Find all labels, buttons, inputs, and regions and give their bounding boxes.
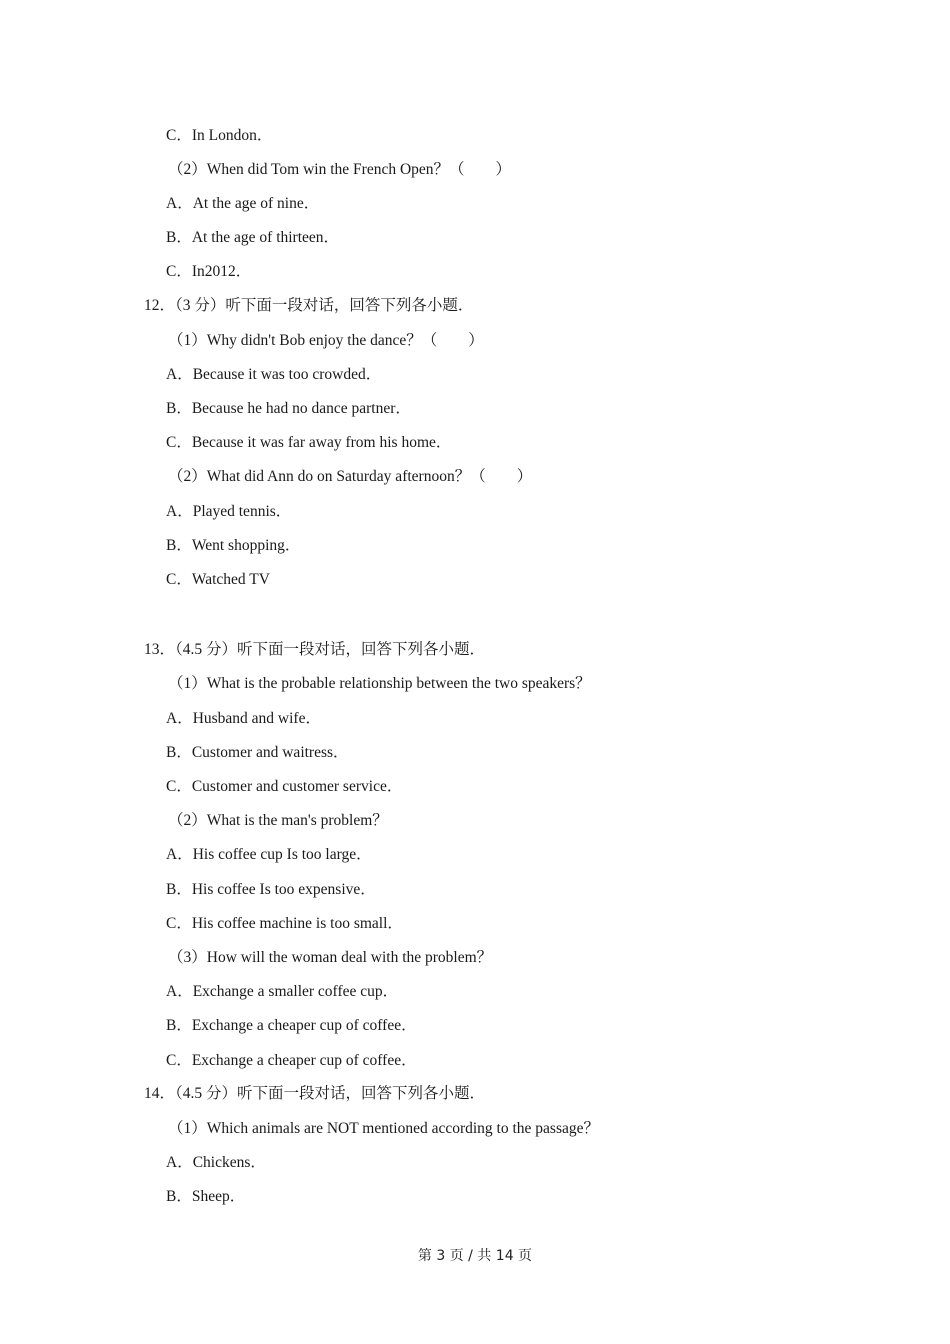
option-line: A．Husband and wife． (166, 710, 321, 727)
option-line: C．Exchange a cheaper cup of coffee． (166, 1052, 417, 1069)
sub-question: （2）What did Ann do on Saturday afternoon？（ ） (168, 468, 533, 485)
question-heading: 13．（4.5 分）听下面一段对话，回答下列各小题． (144, 641, 486, 658)
option-line: A．Because it was too crowded． (166, 366, 382, 383)
question-heading: 14．（4.5 分）听下面一段对话，回答下列各小题． (144, 1085, 486, 1102)
option-line: A．Exchange a smaller coffee cup． (166, 983, 399, 1000)
option-line: B．Went shopping． (166, 537, 301, 554)
sub-question: （1）Why didn't Bob enjoy the dance？（ ） (168, 332, 484, 349)
page-footer: 第 3 页 / 共 14 页 (417, 1248, 533, 1264)
option-line: C．Because it was far away from his home． (166, 434, 452, 451)
option-line: A．Played tennis． (166, 503, 292, 520)
option-line: B．Because he had no dance partner． (166, 400, 411, 417)
option-line: A．His coffee cup Is too large． (166, 846, 372, 863)
option-line: C．Customer and customer service． (166, 778, 403, 795)
option-line: A．Chickens． (166, 1154, 266, 1171)
question-heading: 12．（3 分）听下面一段对话，回答下列各小题． (144, 297, 474, 314)
sub-question: （1）What is the probable relationship between the two speakers？ (168, 675, 591, 692)
option-line: B．At the age of thirteen． (166, 229, 340, 246)
sub-question: （1）Which animals are NOT mentioned according to the passage？ (168, 1120, 600, 1137)
option-line: B．Sheep． (166, 1188, 246, 1205)
sub-question: （3）How will the woman deal with the problem？ (168, 949, 493, 966)
option-line: C．His coffee machine is too small． (166, 915, 403, 932)
option-line: B．Exchange a cheaper cup of coffee． (166, 1017, 417, 1034)
sub-question: （2）When did Tom win the French Open？（ ） (168, 161, 512, 178)
option-line: C．Watched TV (166, 571, 270, 588)
option-line: A．At the age of nine． (166, 195, 320, 212)
sub-question: （2）What is the man's problem？ (168, 812, 388, 829)
option-line: C．In London． (166, 127, 273, 144)
option-line: C．In2012． (166, 263, 252, 280)
option-line: B．His coffee Is too expensive． (166, 881, 376, 898)
option-line: B．Customer and waitress． (166, 744, 349, 761)
